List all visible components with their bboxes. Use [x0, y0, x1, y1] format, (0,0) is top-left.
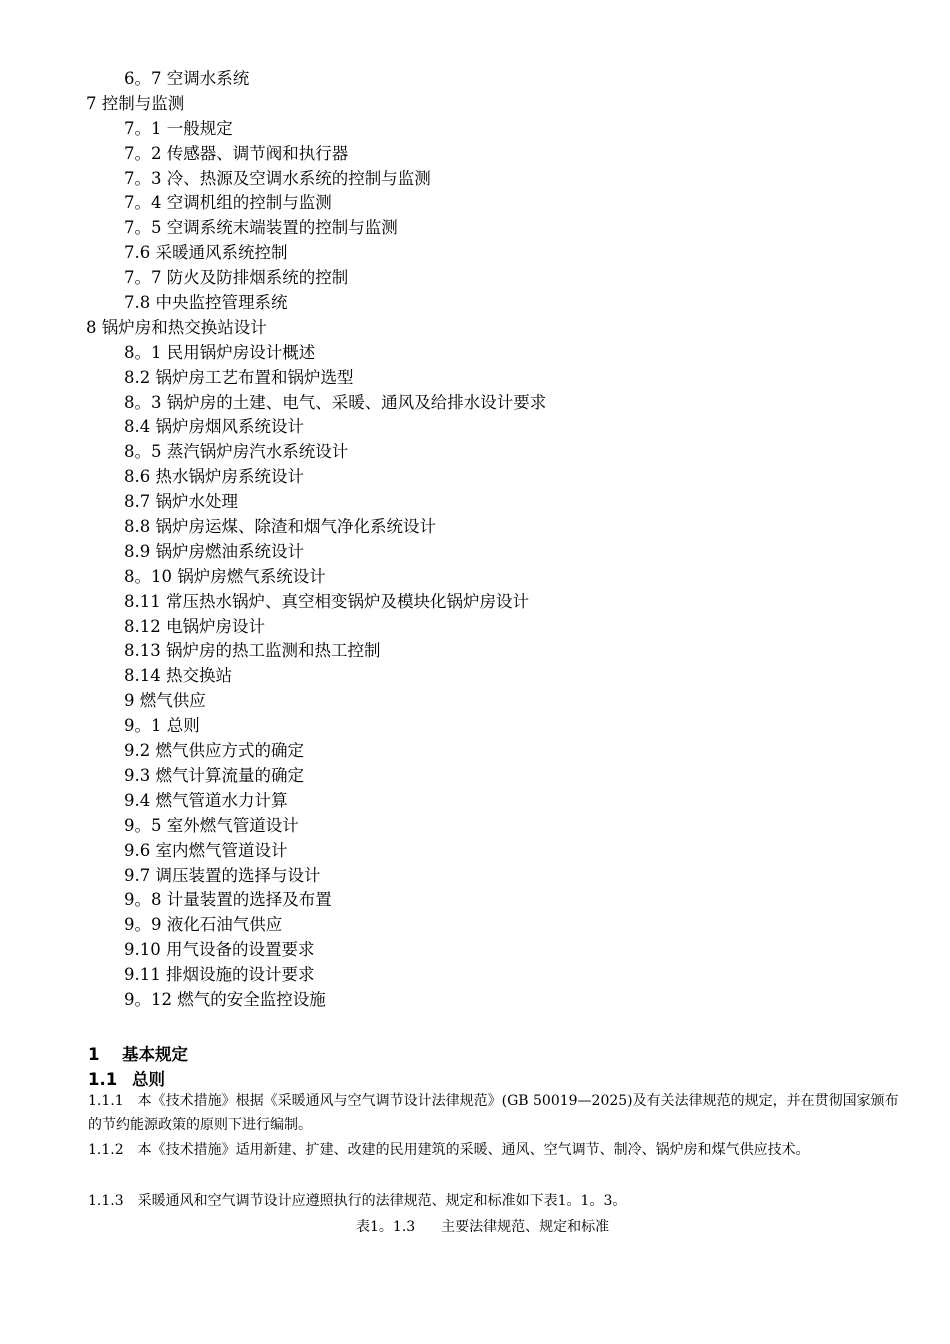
toc-entry: 8.6 热水锅炉房系统设计 — [124, 467, 304, 487]
toc-entry: 8.4 锅炉房烟风系统设计 — [124, 417, 304, 437]
toc-entry: 8。5 蒸汽锅炉房汽水系统设计 — [124, 442, 349, 462]
paragraph-1-1-2 — [88, 1138, 908, 1162]
toc-entry: 9。9 液化石油气供应 — [124, 915, 283, 935]
toc-entry: 8.7 锅炉水处理 — [124, 492, 238, 512]
toc-entry: 9.4 燃气管道水力计算 — [124, 790, 288, 810]
toc-entry: 7。7 防火及防排烟系统的控制 — [124, 268, 349, 288]
paragraph-1-1-3 — [88, 1189, 908, 1213]
toc-entry: 8。10 锅炉房燃气系统设计 — [124, 566, 326, 586]
table-caption — [356, 1216, 609, 1236]
toc-entry: 8 锅炉房和热交换站设计 — [86, 317, 267, 337]
toc-entry: 9。5 室外燃气管道设计 — [124, 815, 299, 835]
paragraph-text: 本《技术措施》适用新建、扩建、改建的民用建筑的采暖、通风、空气调节、制冷、锅炉房和煤气供应技术。 — [137, 1142, 810, 1158]
section-title: 基本规定 — [122, 1045, 188, 1064]
table-of-contents — [0, 67, 950, 1013]
subsection-heading — [88, 1066, 165, 1090]
section-heading — [88, 1041, 188, 1065]
toc-entry: 8.8 锅炉房运煤、除渣和烟气净化系统设计 — [124, 517, 436, 537]
toc-entry: 8.14 热交换站 — [124, 666, 232, 686]
toc-entry: 8.12 电锅炉房设计 — [124, 616, 265, 636]
paragraph-1-1-1 — [88, 1089, 908, 1137]
toc-entry: 7。2 传感器、调节阀和执行器 — [124, 143, 349, 163]
toc-entry: 9。1 总则 — [124, 716, 200, 736]
toc-entry: 7。4 空调机组的控制与监测 — [124, 193, 332, 213]
toc-entry: 9.7 调压装置的选择与设计 — [124, 865, 321, 885]
toc-entry: 7.8 中央监控管理系统 — [124, 293, 288, 313]
paragraph-number: 1.1.2 — [88, 1142, 124, 1158]
toc-entry: 8.9 锅炉房燃油系统设计 — [124, 541, 304, 561]
toc-entry: 7.6 采暖通风系统控制 — [124, 243, 288, 263]
toc-entry: 9.6 室内燃气管道设计 — [124, 840, 288, 860]
table-caption-number: 表1。1.3 — [356, 1219, 416, 1235]
toc-entry: 8.13 锅炉房的热工监测和热工控制 — [124, 641, 381, 661]
toc-entry: 9.3 燃气计算流量的确定 — [124, 765, 304, 785]
toc-entry: 7。3 冷、热源及空调水系统的控制与监测 — [124, 168, 431, 188]
toc-entry: 9 燃气供应 — [124, 691, 206, 711]
toc-entry: 7。5 空调系统末端装置的控制与监测 — [124, 218, 398, 238]
section-number: 1 — [88, 1045, 100, 1064]
paragraph-text: 本《技术措施》根据《采暖通风与空气调节设计法律规范》(GB 50019—2025)及有关法律规范的规定，并在贯彻国家颁布的节约能源政策的原则下进行编制。 — [88, 1093, 899, 1133]
table-caption-title: 主要法律规范、规定和标准 — [441, 1219, 610, 1235]
toc-entry: 9。12 燃气的安全监控设施 — [124, 989, 326, 1009]
toc-entry: 9。8 计量装置的选择及布置 — [124, 890, 332, 910]
toc-entry: 8.11 常压热水锅炉、真空相变锅炉及模块化锅炉房设计 — [124, 591, 529, 611]
toc-entry: 9.2 燃气供应方式的确定 — [124, 741, 304, 761]
paragraph-text: 采暖通风和空气调节设计应遵照执行的法律规范、规定和标准如下表1。1。3。 — [137, 1193, 627, 1209]
paragraph-number: 1.1.3 — [88, 1193, 124, 1209]
toc-entry: 8.2 锅炉房工艺布置和锅炉选型 — [124, 367, 354, 387]
toc-entry: 8。1 民用锅炉房设计概述 — [124, 342, 316, 362]
toc-entry: 9.10 用气设备的设置要求 — [124, 940, 315, 960]
toc-entry: 7。1 一般规定 — [124, 118, 233, 138]
toc-entry: 9.11 排烟设施的设计要求 — [124, 965, 315, 985]
paragraph-number: 1.1.1 — [88, 1093, 124, 1109]
toc-entry: 8。3 锅炉房的土建、电气、采暖、通风及给排水设计要求 — [124, 392, 547, 412]
toc-entry: 7 控制与监测 — [86, 93, 185, 113]
subsection-number: 1.1 — [88, 1070, 118, 1089]
subsection-title: 总则 — [132, 1070, 165, 1089]
toc-entry: 6。7 空调水系统 — [124, 69, 250, 88]
